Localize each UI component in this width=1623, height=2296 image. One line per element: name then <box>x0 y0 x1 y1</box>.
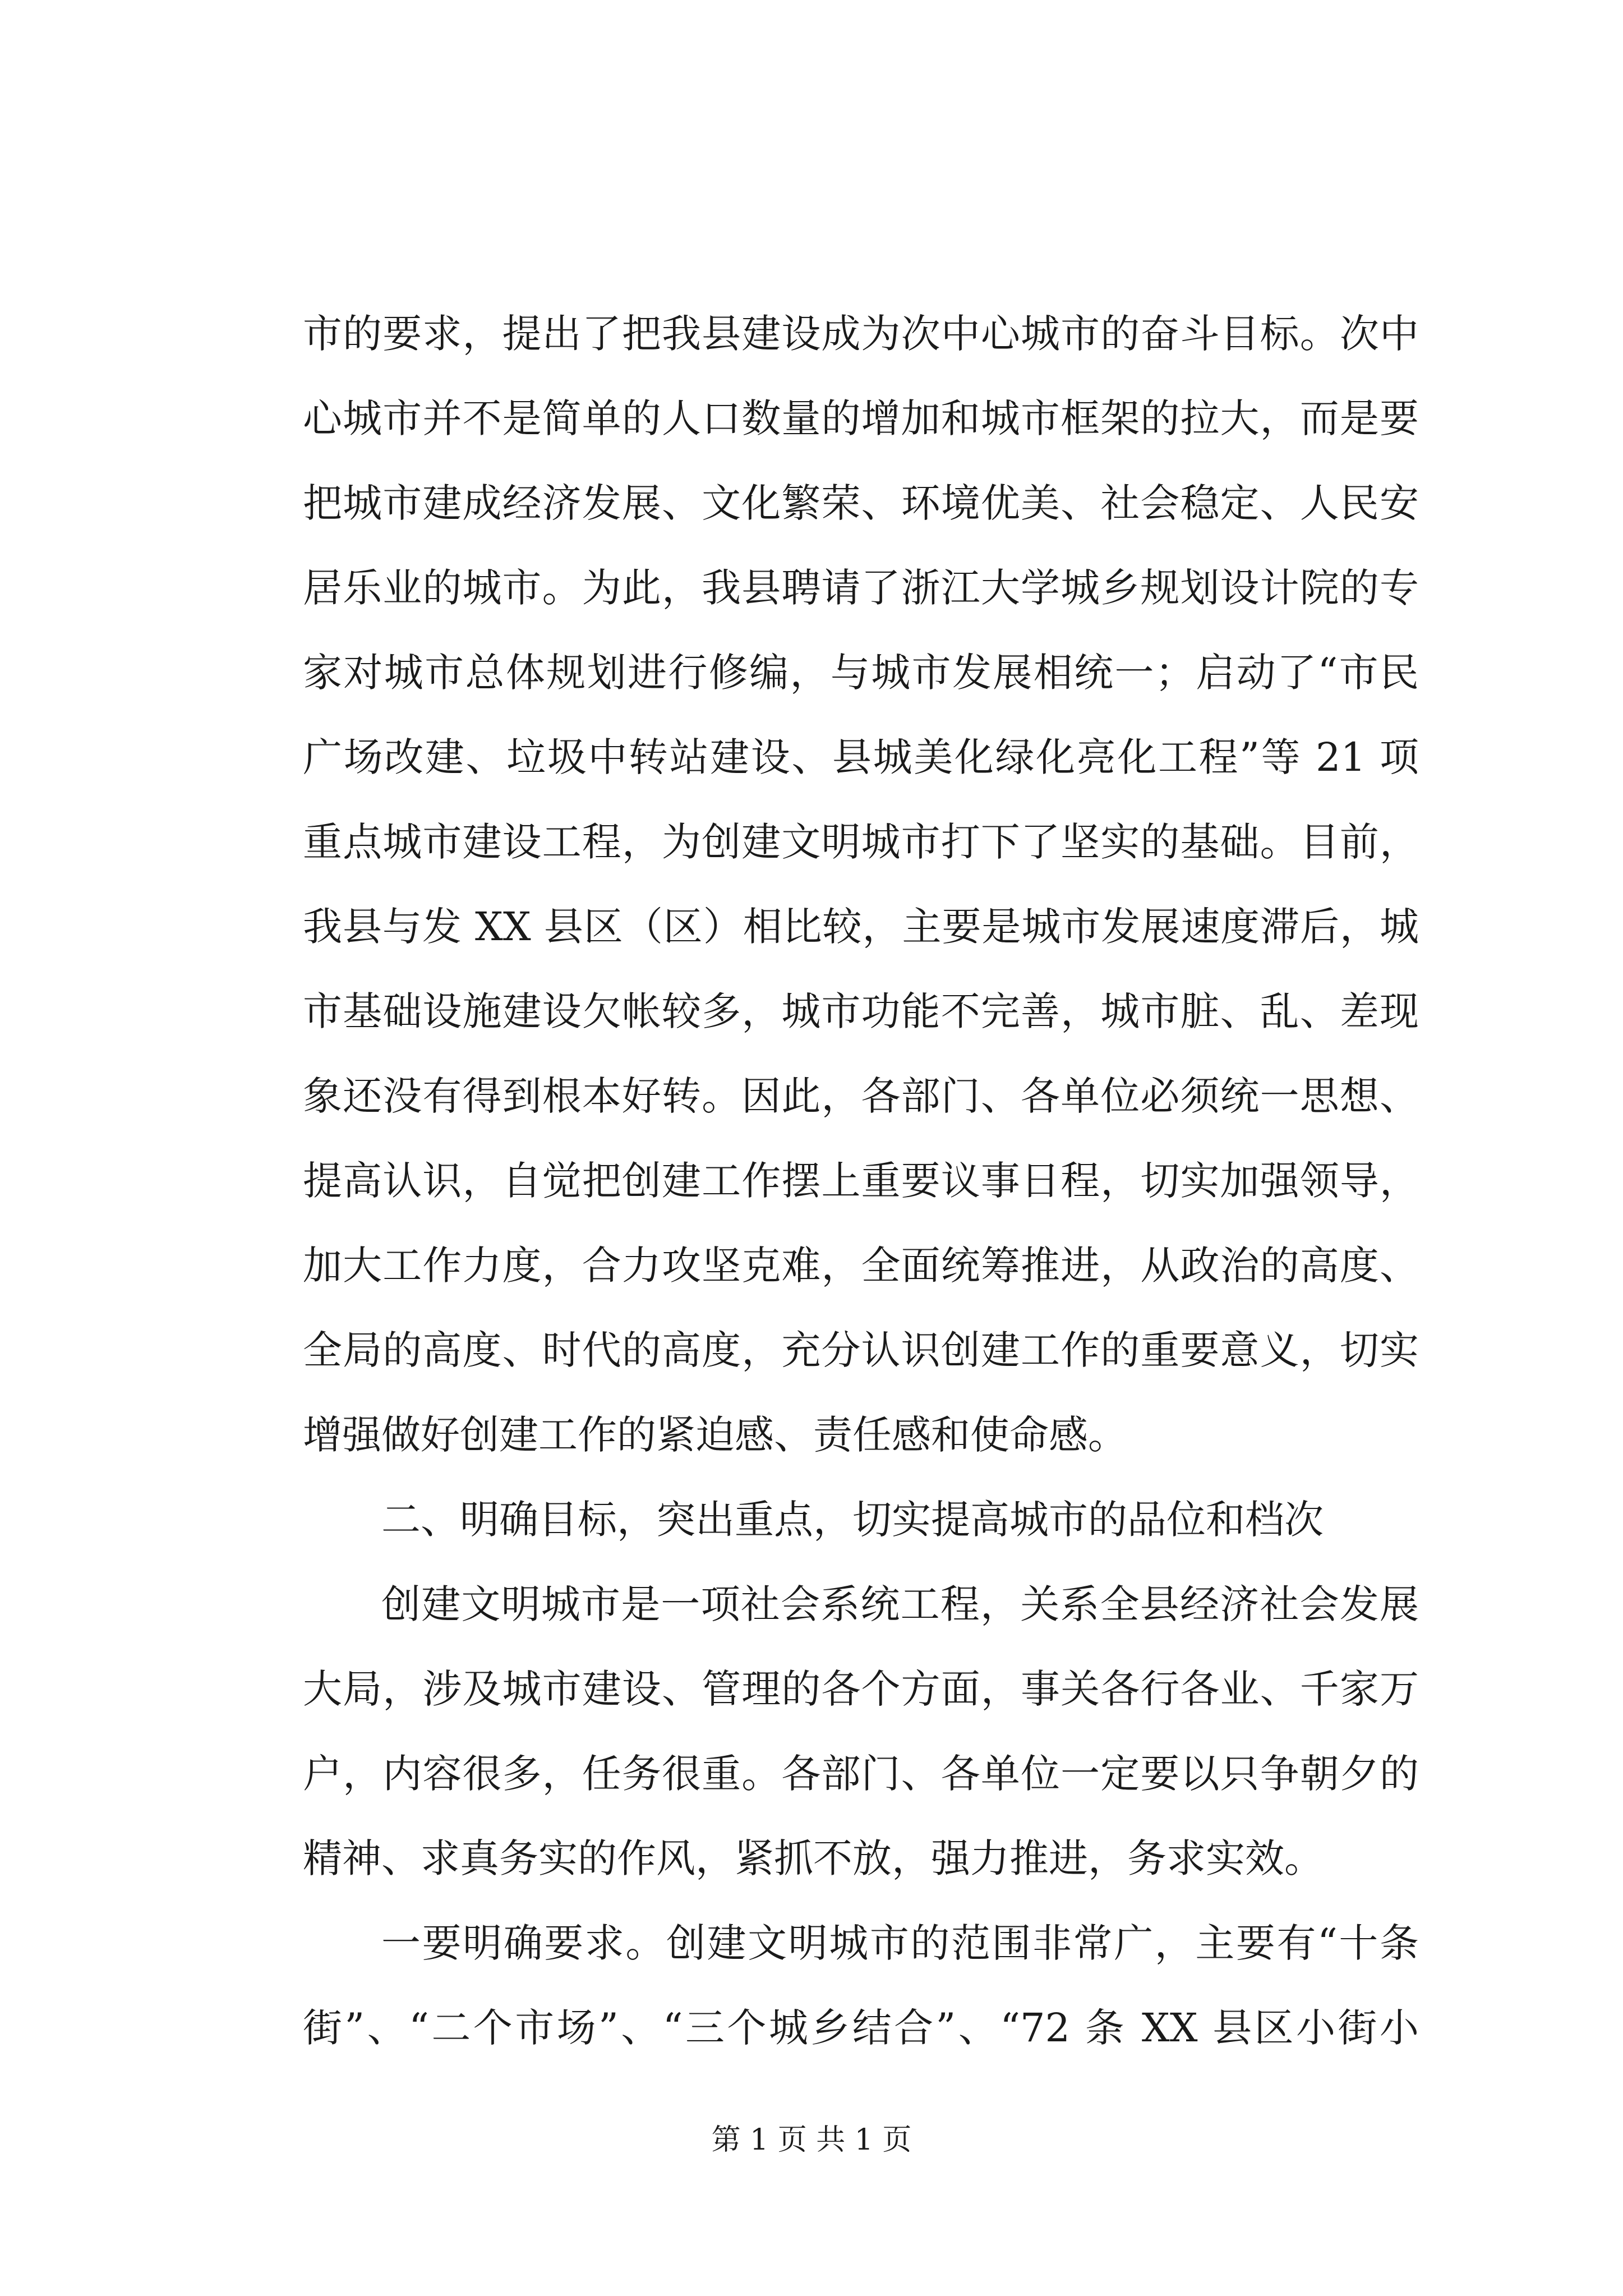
text-line: 把城市建成经济发展、文化繁荣、环境优美、社会稳定、人民安 <box>303 480 1419 526</box>
text-line: 全局的高度、时代的高度，充分认识创建工作的重要意义，切实 <box>303 1327 1419 1373</box>
text-line: 我县与发 XX 县区（区）相比较，主要是城市发展速度滞后，城 <box>303 904 1419 950</box>
text-line: 加大工作力度，合力攻坚克难，全面统筹推进，从政治的高度、 <box>303 1243 1419 1289</box>
text-line: 户，内容很多，任务很重。各部门、各单位一定要以只争朝夕的 <box>303 1751 1419 1797</box>
text-line: 家对城市总体规划进行修编，与城市发展相统一；启动了“市民 <box>303 650 1419 696</box>
text-line: 增强做好创建工作的紧迫感、责任感和使命感。 <box>303 1412 1127 1458</box>
text-line: 心城市并不是简单的人口数量的增加和城市框架的拉大，而是要 <box>303 395 1419 441</box>
text-line: 市基础设施建设欠帐较多，城市功能不完善，城市脏、乱、差现 <box>303 988 1419 1034</box>
text-line: 市的要求，提出了把我县建设成为次中心城市的奋斗目标。次中 <box>303 311 1419 357</box>
text-line: 精神、求真务实的作风，紧抓不放，强力推进，务求实效。 <box>303 1835 1324 1881</box>
text-line: 大局，涉及城市建设、管理的各个方面，事关各行各业、千家万 <box>303 1666 1419 1712</box>
text-line: 重点城市建设工程，为创建文明城市打下了坚实的基础。目前， <box>303 819 1419 865</box>
text-line: 提高认识，自觉把创建工作摆上重要议事日程，切实加强领导， <box>303 1158 1419 1204</box>
page-number-label: 第 1 页 共 1 页 <box>711 2123 912 2157</box>
text-line: 居乐业的城市。为此，我县聘请了浙江大学城乡规划设计院的专 <box>303 565 1419 611</box>
text-line: 广场改建、垃圾中转站建设、县城美化绿化亮化工程”等 21 项 <box>303 734 1419 780</box>
paragraph-first-line: 一要明确要求。创建文明城市的范围非常广，主要有“十条 <box>381 1920 1419 1966</box>
text-line: 象还没有得到根本好转。因此，各部门、各单位必须统一思想、 <box>303 1073 1419 1119</box>
paragraph-first-line: 创建文明城市是一项社会系统工程，关系全县经济社会发展 <box>381 1581 1419 1627</box>
section-heading: 二、明确目标，突出重点，切实提高城市的品位和档次 <box>381 1497 1324 1543</box>
text-line: 街”、“二个市场”、“三个城乡结合”、“72 条 XX 县区小街小 <box>303 2005 1419 2051</box>
document-body <box>303 292 1419 2070</box>
page-footer <box>0 2120 1623 2160</box>
